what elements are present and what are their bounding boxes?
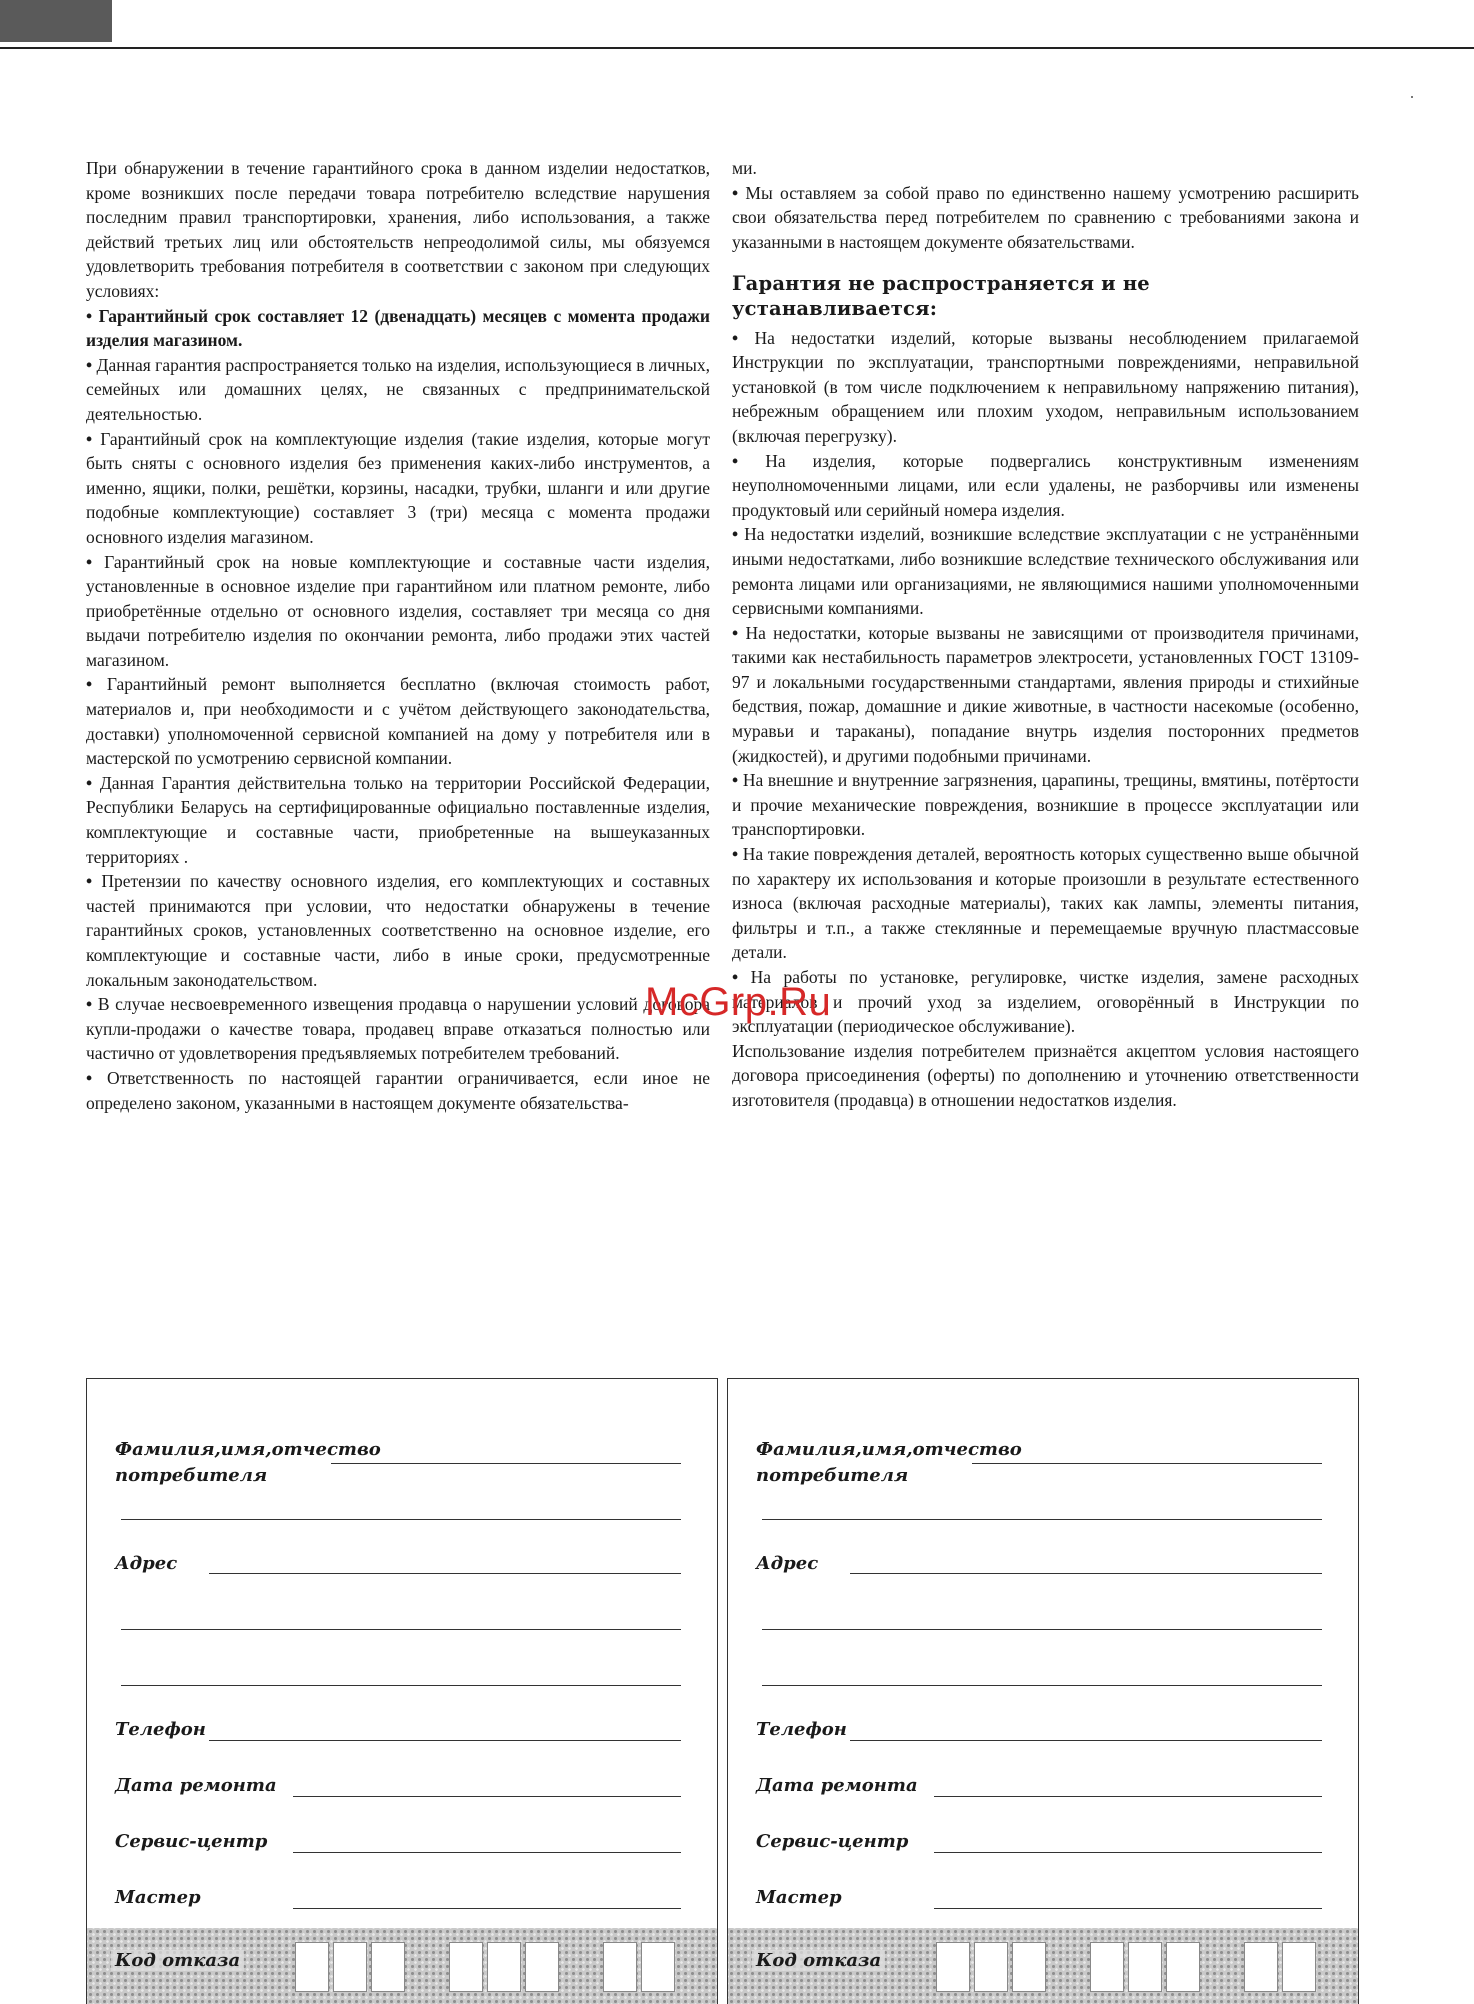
label-repair-date: Дата ремонта: [115, 1775, 277, 1796]
repair-form-left: [86, 1378, 718, 2004]
repair-form-right: [727, 1378, 1359, 2004]
line-repair-date: [293, 1796, 681, 1797]
right-column: [732, 156, 1359, 1113]
line-address-2: [762, 1629, 1322, 1630]
line-fio: [972, 1463, 1322, 1464]
failure-code-box: [449, 1942, 483, 1992]
label-service-center: Сервис-центр: [756, 1831, 909, 1852]
paragraph: • На работы по установке, регулировке, чистке изделия, замене расходных материалов и прочий уход за изделием, оговорённый в Инструкции по эксплуатации (периодическое обслуживание).: [732, 965, 1359, 1039]
paragraph: • На недостатки, которые вызваны не зависящими от производителя причинами, такими как нестабильность параметров электросети, установленных ГОСТ 13109-97 и локальными государственными стандартами, явления природы и стихийные бедствия, пожар, домашние и дикие животные, в частности насекомые (особенно, муравьи и тараканы), попадание внутрь изделия посторонних предметов (жидкостей), и другими подобными причинами.: [732, 621, 1359, 769]
section-heading: Гарантия не распространяется и не устанавливается:: [732, 272, 1150, 320]
label-repair-date: Дата ремонта: [756, 1775, 918, 1796]
paragraph: • На такие повреждения деталей, вероятность которых существенно выше обычной по характеру их использования и которые произошли в результате естественного износа (включая расходные материалы), таких как лампы, элементы питания, фильтры и т.п., а также стеклянные и перемещаемые вручную пластмассовые детали.: [732, 842, 1359, 965]
paragraph: • Ответственность по настоящей гарантии ограничивается, если иное не определено законом, указанными в настоящем документе обязательства-: [86, 1066, 710, 1115]
paragraph: • На недостатки изделий, которые вызваны несоблюдением прилагаемой Инструкции по эксплуатации, транспортными повреждениями, неправильной установкой (в том числе подключением к неправильному напряжению питания), небрежным обращением или плохим уходом, неправильным использованием (включая перегрузку).: [732, 326, 1359, 449]
label-address: Адрес: [115, 1553, 178, 1574]
line-fio-2: [121, 1519, 681, 1520]
failure-code-box: [333, 1942, 367, 1992]
label-phone: Телефон: [115, 1719, 206, 1740]
failure-code-box: [936, 1942, 970, 1992]
paragraph: ми.: [732, 158, 757, 178]
line-phone: [850, 1740, 1322, 1741]
paragraph: • Гарантийный срок составляет 12 (двенадцать) месяцев с момента продажи изделия магазином.: [86, 304, 710, 353]
label-failure-code: Код отказа: [111, 1950, 244, 1971]
paragraph: При обнаружении в течение гарантийного срока в данном изделии недостатков, кроме возникших после передачи товара потребителю вследствие нарушения последним правил транспортировки, хранения, либо использования, а также действий третьих лиц или обстоятельств непреодолимой силы, мы обязуемся удовлетворить требования потребителя в соответствии с законом при следующих условиях:: [86, 158, 710, 301]
label-consumer: потребителя: [756, 1465, 909, 1486]
line-master: [934, 1908, 1322, 1909]
line-fio-2: [762, 1519, 1322, 1520]
failure-code-box: [1090, 1942, 1124, 1992]
failure-code-box: [525, 1942, 559, 1992]
line-fio: [331, 1463, 681, 1464]
label-fio: Фамилия,имя,отчество: [756, 1439, 1022, 1460]
line-master: [293, 1908, 681, 1909]
paragraph: Использование изделия потребителем признаётся акцептом условия настоящего договора присоединения (оферты) по дополнению и уточнению ответственности изготовителя (продавца) в отношении недостатков изделия.: [732, 1040, 1359, 1110]
left-column: [86, 156, 710, 1115]
corner-tab: [0, 0, 112, 42]
line-address-3: [762, 1685, 1322, 1686]
failure-code-box: [487, 1942, 521, 1992]
paragraph: • Данная гарантия распространяется только на изделия, использующиеся в личных, семейных или домашних целях, не связанных с предпринимательской деятельностью.: [86, 353, 710, 427]
label-master: Мастер: [115, 1887, 201, 1908]
failure-code-box: [603, 1942, 637, 1992]
line-service-center: [934, 1852, 1322, 1853]
paragraph: • Данная Гарантия действительна только на территории Российской Федерации, Республики Беларусь на сертифицированные официально поставленные изделия, комплектующие и составные части, приобретенные на вышеуказанных территориях .: [86, 771, 710, 869]
failure-code-strip: [728, 1928, 1358, 2004]
label-master: Мастер: [756, 1887, 842, 1908]
label-address: Адрес: [756, 1553, 819, 1574]
top-rule: [0, 47, 1474, 49]
line-phone: [209, 1740, 681, 1741]
paragraph: • На изделия, которые подвергались конструктивным изменениям неуполномоченными лицами, или если удалены, не разборчивы или изменены продуктовый или серийный номера изделия.: [732, 449, 1359, 523]
label-fio: Фамилия,имя,отчество: [115, 1439, 381, 1460]
line-address-1: [850, 1573, 1322, 1574]
line-address-3: [121, 1685, 681, 1686]
paragraph: • На внешние и внутренние загрязнения, царапины, трещины, вмятины, потёртости и прочие механические повреждения, возникшие в процессе эксплуатации или транспортировки.: [732, 768, 1359, 842]
label-consumer: потребителя: [115, 1465, 268, 1486]
scan-dot: [1411, 96, 1413, 98]
label-failure-code: Код отказа: [752, 1950, 885, 1971]
failure-code-box: [974, 1942, 1008, 1992]
label-phone: Телефон: [756, 1719, 847, 1740]
paragraph: • На недостатки изделий, возникшие вследствие эксплуатации с не устранёнными иными недостатками, либо возникшие вследствие технического обслуживания или ремонта лицами или организациями, не являющимися нашими уполномоченными сервисными компаниями.: [732, 522, 1359, 620]
failure-code-box: [1012, 1942, 1046, 1992]
failure-code-box: [295, 1942, 329, 1992]
paragraph: • В случае несвоевременного извещения продавца о нарушении условий договора купли-продажи о качестве товара, продавец вправе отказаться полностью или частично от удовлетворения предъявляемых потребителем требований.: [86, 992, 710, 1066]
failure-code-box: [1244, 1942, 1278, 1992]
failure-code-box: [641, 1942, 675, 1992]
line-address-2: [121, 1629, 681, 1630]
label-service-center: Сервис-центр: [115, 1831, 268, 1852]
line-repair-date: [934, 1796, 1322, 1797]
failure-code-strip: [87, 1928, 717, 2004]
failure-code-box: [1128, 1942, 1162, 1992]
line-address-1: [209, 1573, 681, 1574]
paragraph: • Гарантийный срок на комплектующие изделия (такие изделия, которые могут быть сняты с основного изделия без применения каких-либо инструментов, а именно, ящики, полки, решётки, корзины, насадки, трубки, шланги и или другие подобные комплектующие) составляет 3 (три) месяца с момента продажи основного изделия магазином.: [86, 427, 710, 550]
failure-code-box: [1282, 1942, 1316, 1992]
paragraph: • Гарантийный срок на новые комплектующие и составные части изделия, установленные в основное изделие при гарантийном или платном ремонте, либо приобретённые отдельно от основного изделия, составляет три месяца со дня выдачи потребителю изделия по окончании ремонта, либо продажи этих частей магазином.: [86, 550, 710, 673]
paragraph: • Претензии по качеству основного изделия, его комплектующих и составных частей принимаются при условии, что недостатки обнаружены в течение гарантийных сроков, установленных соответственно на основное изделие, его комплектующие и составные части, либо в иные сроки, предусмотренные локальным законодательством.: [86, 869, 710, 992]
failure-code-box: [1166, 1942, 1200, 1992]
failure-code-box: [371, 1942, 405, 1992]
watermark-text: McGrp.Ru: [645, 980, 832, 1024]
line-service-center: [293, 1852, 681, 1853]
paragraph: • Мы оставляем за собой право по единственно нашему усмотрению расширить свои обязательства перед потребителем по сравнению с требованиями закона и указанными в настоящем документе обязательствами.: [732, 181, 1359, 255]
paragraph: • Гарантийный ремонт выполняется бесплатно (включая стоимость работ, материалов и, при необходимости и с учётом действующего законодательства, доставки) уполномоченной сервисной компанией на дому у потребителя или в мастерской по усмотрению сервисной компании.: [86, 672, 710, 770]
